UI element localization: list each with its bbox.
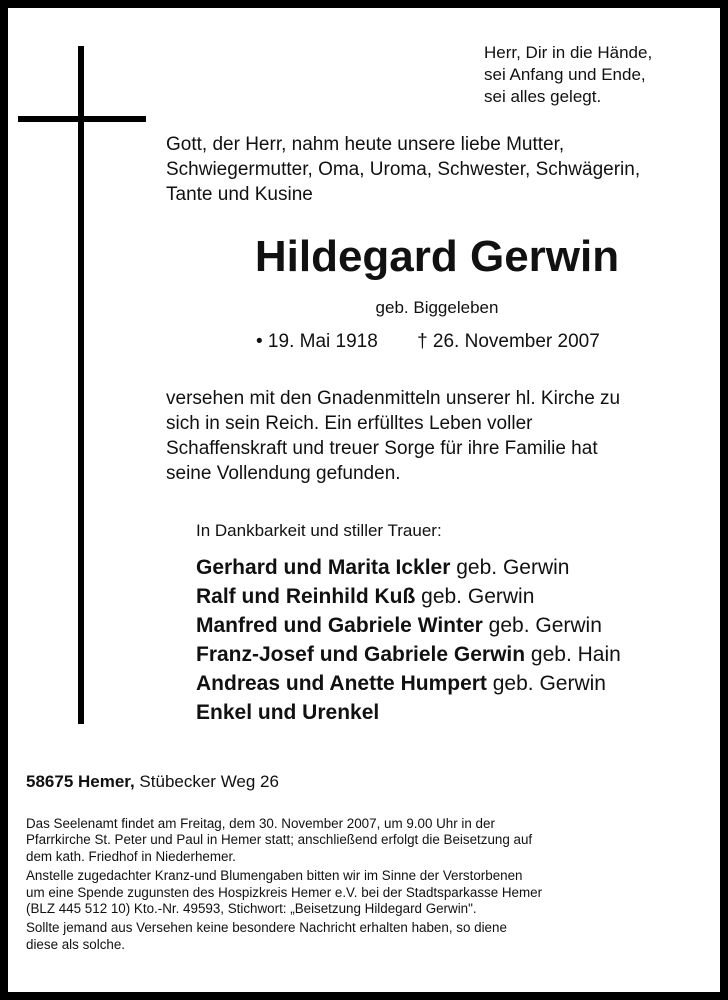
mourner-names: Franz-Josef und Gabriele Gerwin: [196, 643, 526, 666]
mourner-names: Ralf und Reinhild Kuß: [196, 585, 416, 608]
intro-text: [166, 132, 640, 207]
notes-line: Das Seelenamt findet am Freitag, dem 30. November 2007, um 9.00 Uhr in der: [26, 816, 495, 831]
mourner-suffix: geb. Gerwin: [450, 556, 570, 579]
body-text: [166, 386, 620, 486]
thanks-line: In Dankbarkeit und stiller Trauer:: [196, 521, 442, 540]
cross-icon-horizontal: [18, 116, 146, 122]
body-line: seine Vollendung gefunden.: [166, 463, 401, 484]
notes-line: Pfarrkirche St. Peter und Paul in Hemer statt; anschließend erfolgt die Beisetzung auf: [26, 832, 533, 848]
body-line: versehen mit den Gnadenmitteln unserer hl. Kirche zu: [166, 388, 621, 409]
motto-line: Herr, Dir in die Hände,: [484, 43, 653, 62]
cross-icon-vertical: [78, 46, 84, 724]
notes-paragraph-donation: [26, 868, 716, 917]
body-line: sich in sein Reich. Ein erfülltes Leben voller: [166, 413, 533, 434]
notes-line: diese als solche.: [26, 936, 125, 952]
mourner-entry: [196, 669, 621, 698]
mourner-entry: [196, 553, 621, 582]
mourner-entry: [196, 582, 621, 611]
motto-line: sei Anfang und Ende,: [484, 65, 646, 84]
mourner-suffix: geb. Gerwin: [482, 614, 602, 637]
notes-line: Anstelle zugedachter Kranz-und Blumengaben bitten wir im Sinne der Verstorbenen: [26, 868, 523, 884]
notes-line: dem kath. Friedhof in Niederhemer.: [26, 848, 236, 864]
mourner-names: Andreas und Anette Humpert: [196, 672, 487, 695]
address-city: 58675 Hemer,: [26, 772, 135, 791]
mourner-entry: [196, 698, 621, 727]
motto-verse: [484, 42, 652, 108]
body-line: Schaffenskraft und treuer Sorge für ihre Familie hat: [166, 438, 598, 459]
life-dates: [256, 331, 600, 353]
deceased-name: Hildegard Gerwin: [254, 232, 620, 281]
mourner-entry: [196, 611, 621, 640]
birth-name: geb. Biggeleben: [375, 298, 499, 317]
intro-line: Tante und Kusine: [166, 184, 313, 205]
birth-date: • 19. Mai 1918: [256, 331, 378, 352]
notes-line: um eine Spende zugunsten des Hospizkreis Hemer e.V. bei der Stadtsparkasse Hemer: [26, 884, 543, 900]
mourner-suffix: geb. Gerwin: [415, 585, 535, 608]
mourner-entry: [196, 640, 621, 669]
mourner-names: Manfred und Gabriele Winter: [196, 614, 483, 637]
family-address: [26, 772, 279, 792]
mourner-names: Enkel und Urenkel: [196, 701, 380, 724]
notes-paragraph-funeral: [26, 816, 716, 865]
notes-line: (BLZ 445 512 10) Kto.-Nr. 49593, Stichwort: „Beisetzung Hildegard Gerwin".: [26, 901, 477, 917]
mourner-suffix: geb. Hain: [525, 643, 621, 666]
intro-line: Gott, der Herr, nahm heute unsere liebe Mutter,: [166, 134, 565, 155]
notes-paragraph-notice: [26, 920, 716, 953]
intro-line: Schwiegermutter, Oma, Uroma, Schwester, Schwägerin,: [166, 159, 641, 180]
mourners-list: [196, 553, 621, 727]
service-notes: [26, 816, 716, 956]
mourner-names: Gerhard und Marita Ickler: [196, 556, 451, 579]
motto-line: sei alles gelegt.: [484, 87, 602, 106]
notes-line: Sollte jemand aus Versehen keine besondere Nachricht erhalten haben, so diene: [26, 920, 507, 936]
mourner-suffix: geb. Gerwin: [486, 672, 606, 695]
death-date: † 26. November 2007: [417, 331, 600, 352]
address-street: Stübecker Weg 26: [134, 772, 279, 791]
